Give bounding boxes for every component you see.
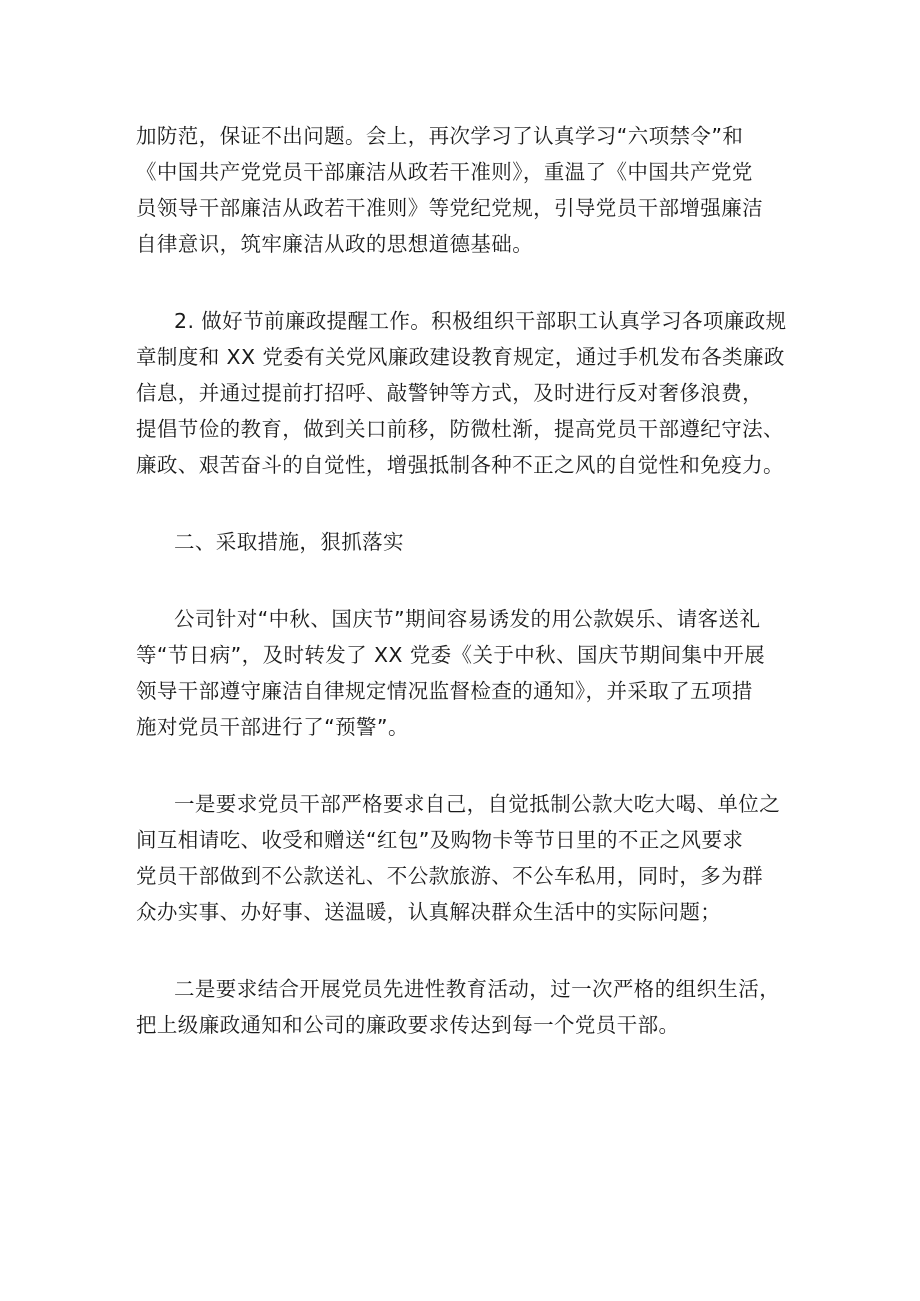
paragraph-measure-1 (136, 786, 798, 930)
paragraph-item-2 (136, 303, 798, 483)
text-line: 等“节日病”，及时转发了 XX 党委《关于中秋、国庆节期间集中开展 (136, 643, 766, 667)
paragraph-continuation (136, 118, 798, 262)
text-line: 党员干部做到不公款送礼、不公款旅游、不公车私用，同时，多为群 (136, 864, 763, 888)
text-line: 章制度和 XX 党委有关党风廉政建设教育规定，通过手机发布各类廉政 (136, 345, 785, 369)
text-line: 信息，并通过提前打招呼、敲警钟等方式，及时进行反对奢侈浪费， (136, 381, 763, 405)
section-heading-2 (136, 524, 798, 560)
text-line: 员领导干部廉洁从政若干准则》等党纪党规，引导党员干部增强廉洁 (136, 196, 763, 220)
text-line: 把上级廉政通知和公司的廉政要求传达到每一个党员干部。 (136, 1013, 680, 1037)
text-line: 间互相请吃、收受和赠送“红包”及购物卡等节日里的不正之风要求 (136, 828, 744, 852)
text-line: 自律意识，筑牢廉洁从政的思想道德基础。 (136, 232, 534, 256)
text-line: 施对党员干部进行了“预警”。 (136, 715, 409, 739)
paragraph-measures-intro (136, 601, 798, 745)
paragraph-measure-2 (136, 971, 798, 1043)
text-line: 廉政、艰苦奋斗的自觉性，增强抵制各种不正之风的自觉性和免疫力。 (136, 453, 784, 477)
section-heading-text: 二、采取措施，狠抓落实 (174, 530, 404, 554)
text-line: 提倡节俭的教育，做到关口前移，防微杜渐，提高党员干部遵纪守法、 (136, 417, 784, 441)
text-line-first: 2. 做好节前廉政提醒工作。积极组织干部职工认真学习各项廉政规 (174, 309, 787, 333)
text-line-first: 一是要求党员干部严格要求自己，自觉抵制公款大吃大喝、单位之 (174, 792, 781, 816)
text-line-first: 二是要求结合开展党员先进性教育活动，过一次严格的组织生活， (174, 977, 781, 1001)
text-line: 加防范，保证不出问题。会上，再次学习了认真学习“六项禁令”和 (136, 124, 744, 148)
text-line: 《中国共产党党员干部廉洁从政若干准则》，重温了《中国共产党党 (136, 160, 753, 184)
text-line-first: 公司针对“中秋、国庆节”期间容易诱发的用公款娱乐、请客送礼 (174, 607, 761, 631)
text-line: 众办实事、办好事、送温暖，认真解决群众生活中的实际问题； (136, 900, 722, 924)
text-line: 领导干部遵守廉洁自律规定情况监督检查的通知》，并采取了五项措 (136, 679, 753, 703)
